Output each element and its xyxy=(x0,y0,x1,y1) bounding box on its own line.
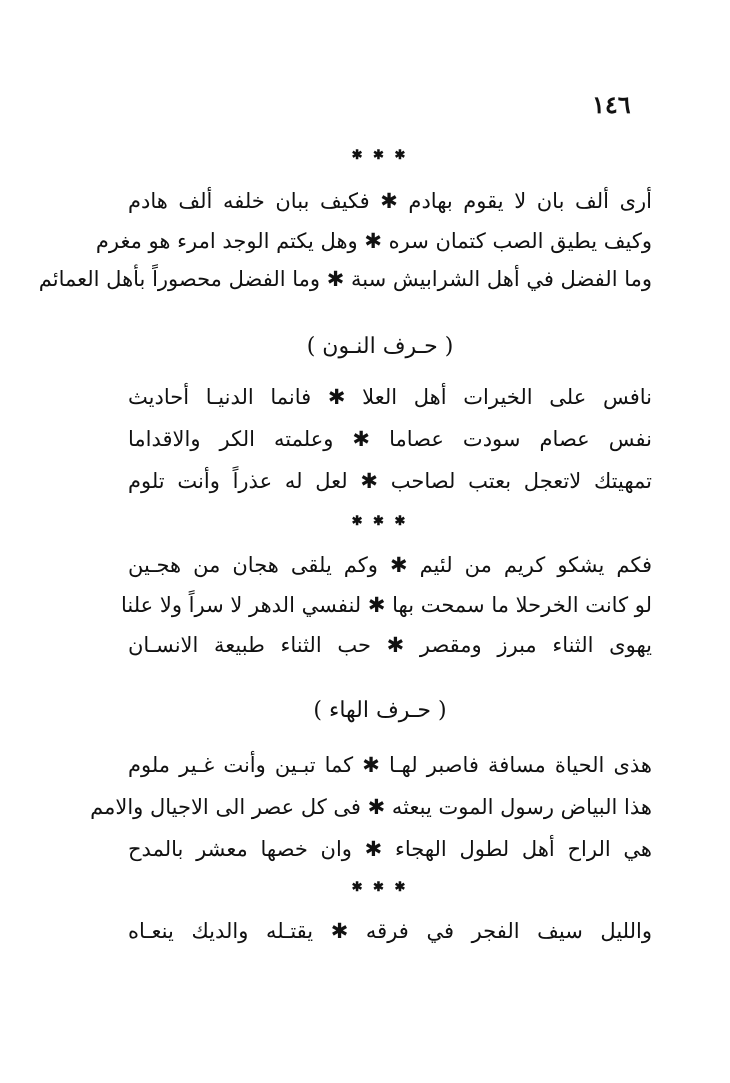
verse-line: نفس عصام سودت عصاما ✱ وعلمته الكر والاقداما xyxy=(128,427,652,451)
verse-line: هي الراح أهل لطول الهجاء ✱ وان خصها معشر بالمدح xyxy=(128,837,652,861)
verse-line: والليل سيف الفجر في فرقه ✱ يقتـله والديك ينعـاه xyxy=(128,919,652,943)
verse-line: نافس على الخيرات أهل العلا ✱ فانما الدنيـا أحاديث xyxy=(128,385,652,409)
separator-stars: ✱ ✱ ✱ xyxy=(351,514,409,529)
verse-line: هذا البياض رسول الموت يبعثه ✱ فى كل عصر الى الاجيال والامم xyxy=(90,795,652,819)
section-heading-ha: ( حـرف الهاء ) xyxy=(313,698,447,723)
page-number: ١٤٦ xyxy=(592,90,631,119)
verse-line: وكيف يطيق الصب كتمان سره ✱ وهل يكتم الوجد امرء هو مغرم xyxy=(95,229,652,253)
section-heading-nun: ( حـرف النـون ) xyxy=(306,334,454,359)
verse-line: فكم يشكو كريم من لئيم ✱ وكم يلقى هجان من هجـين xyxy=(128,553,652,577)
verse-line: هذى الحياة مسافة فاصبر لهـا ✱ كما تبـين وأنت غـير ملوم xyxy=(128,753,652,777)
separator-stars: ✱ ✱ ✱ xyxy=(351,148,409,163)
verse-line: تمهيتك لاتعجل بعتب لصاحب ✱ لعل له عذراً وأنت تلوم xyxy=(128,469,652,493)
verse-line: وما الفضل في أهل الشرابيش سبة ✱ وما الفضل محصوراً بأهل العمائم xyxy=(38,267,652,291)
verse-line: يهوى الثناء مبرز ومقصر ✱ حب الثناء طبيعة الانسـان xyxy=(128,633,652,657)
separator-stars: ✱ ✱ ✱ xyxy=(351,880,409,895)
verse-line: أرى ألف بان لا يقوم بهادم ✱ فكيف ببان خلفه ألف هادم xyxy=(128,189,652,213)
verse-line: لو كانت الخرحلا ما سمحت بها ✱ لنفسي الدهر لا سراً ولا علنا xyxy=(120,593,652,617)
